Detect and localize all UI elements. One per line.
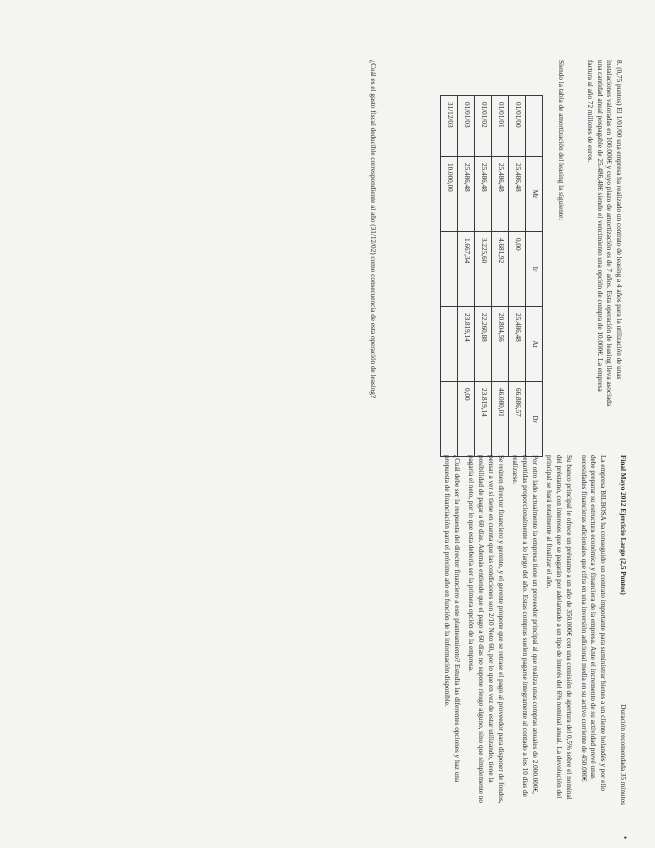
table-cell: 23.819,14 bbox=[475, 382, 492, 457]
table-row bbox=[475, 96, 492, 457]
table-cell: 0,00 bbox=[458, 382, 475, 457]
table-cell: 01/01/02 bbox=[475, 96, 492, 157]
table-cell: 22.260,88 bbox=[475, 307, 492, 382]
table-cell: 25.486,48 bbox=[475, 157, 492, 232]
table-header-row bbox=[526, 96, 543, 457]
table-cell: 01/01/03 bbox=[458, 96, 475, 157]
table-intro bbox=[550, 60, 565, 410]
case-paragraph: Por otro lado actualmente la empresa tiene un proveedor principal al que realiza unas compras anuales de 2.000.000€, repartidas proporcionalmente a lo largo del año. Estas compras suelen pagarse íntegramente al contado a los 10 días de realizarse. bbox=[511, 455, 539, 797]
table-cell: 25.486,48 bbox=[492, 157, 509, 232]
table-cell: 25.486,48 bbox=[509, 157, 526, 232]
case-question: ¿Cuál debe ser la respuesta del director financiero a este planteamiento? Estudia las diferentes opciones y haz una propuesta de financiación para el próximo año en función de la información disponible. bbox=[442, 455, 461, 783]
exam-title: Final Mayo 2012 Ejercicio Largo (2,5 Puntos) bbox=[619, 455, 627, 595]
page-mark-dot: • bbox=[620, 836, 630, 840]
case-statement bbox=[436, 455, 607, 805]
table-cell: 31/12/03 bbox=[441, 96, 458, 157]
header-cell-ir: Ir bbox=[526, 232, 543, 307]
table-row bbox=[509, 96, 526, 457]
exam-header bbox=[617, 455, 627, 805]
table-cell: 66.886,57 bbox=[509, 382, 526, 457]
case-paragraph: Se reúnen director financiero y gerente, y el gerente propone que se retrase el pago al proveedor para disponer de fondos, pensar a ver si tiene en cuenta que las condiciones son 2/10 Neto 60, por lo que en vez de estar utilizando, tiene la posibilidad de pagar a 60 días. Además entiende que el pago a 60 días no supone riesgo alguno, sino que simplemente no pagaría el neto, por lo que esta debería ser la primera opción de la empresa. bbox=[467, 455, 505, 804]
table-row bbox=[441, 96, 458, 457]
table-cell: 01/01/00 bbox=[509, 96, 526, 157]
table-row bbox=[458, 96, 475, 457]
table-cell: 20.804,56 bbox=[492, 307, 509, 382]
table-intro-text: Siendo la tabla de amortización del leasing la siguiente: bbox=[557, 60, 565, 221]
table-cell: 10.000,00 bbox=[441, 157, 458, 232]
table-cell bbox=[441, 232, 458, 307]
header-cell-mr: Mr bbox=[526, 157, 543, 232]
header-cell-at: At bbox=[526, 307, 543, 382]
question-8-prompt bbox=[362, 60, 377, 410]
table-cell: 3.225,60 bbox=[475, 232, 492, 307]
table-row bbox=[492, 96, 509, 457]
table-cell: 23.819,14 bbox=[458, 307, 475, 382]
question-8-text: 8. (0,75 puntos) El 1/01/00 una empresa ha realizado un contrato de leasing a 4 años para la utilización de unas instalaciones valoradas en 100.000€ y cuyo plazo de amortización es de 7 años. Esta operación de leasing lleva asociada una cantidad anual pospagable de 25.486,48€ siendo el vencimiento una opción de compra de 10.000€. La empresa factura al año 72 millones de euros. bbox=[585, 60, 623, 407]
table-cell: 4.681,92 bbox=[492, 232, 509, 307]
table-cell: 25.486,48 bbox=[509, 307, 526, 382]
table-cell: 46.080,01 bbox=[492, 382, 509, 457]
table-cell: 01/01/01 bbox=[492, 96, 509, 157]
table-cell: 0,00 bbox=[509, 232, 526, 307]
table-cell bbox=[441, 307, 458, 382]
table-cell: 25.486,48 bbox=[458, 157, 475, 232]
case-paragraph: Su banco principal le ofrece un préstamo a un año de 350.000€ con una comisión de apertura del 0,5% sobre el nominal del préstamo, con intereses que se pagarán por adelantado a un tipo de interés del 6% nominal anual. La devolución del principal se hará totalmente al finalizar el año. bbox=[545, 455, 573, 800]
table-cell: 1.667,34 bbox=[458, 232, 475, 307]
table-cell bbox=[441, 382, 458, 457]
exam-duration: Duración recomendada 35 minutos bbox=[619, 704, 627, 805]
case-paragraph: La empresa BILBOSA ha conseguido un contrato importante para suministrar bienes a un cliente holandés y por ello debe preparar su estructura económica y financiera de la empresa. Ante el incremento de su actividad prevé unas necesidades financieras adicionales que cifra en una inversión adicional media en su activo corriente de 450.000€ bbox=[579, 455, 607, 791]
header-cell-0 bbox=[526, 96, 543, 157]
question-8-prompt-text: ¿Cuál es el gasto fiscal deducible correspondiente al año (31/12/02) como consecuencia de esta operación de leasing? bbox=[369, 60, 377, 399]
question-8-statement bbox=[579, 60, 623, 410]
header-cell-dr: Dr bbox=[526, 382, 543, 457]
amortization-table bbox=[440, 95, 543, 457]
